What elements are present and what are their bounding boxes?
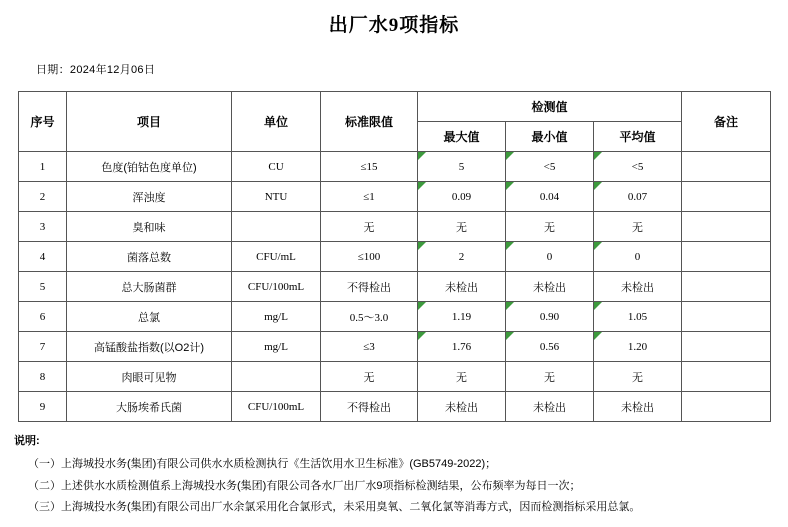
cell-unit: mg/L — [232, 332, 321, 362]
cell-item: 浑浊度 — [67, 182, 232, 212]
cell-remark — [682, 302, 771, 332]
header-avg: 平均值 — [594, 122, 682, 152]
report-date: 日期：2024年12月06日 — [36, 64, 156, 76]
cell-item: 臭和味 — [67, 212, 232, 242]
header-unit: 单位 — [232, 92, 321, 152]
cell-index: 4 — [19, 242, 67, 272]
cell-item: 总氯 — [67, 302, 232, 332]
cell-min: 未检出 — [506, 392, 594, 422]
cell-max: 无 — [418, 212, 506, 242]
cell-max: 2 — [418, 242, 506, 272]
note-line-1: （一）上海城投水务(集团)有限公司供水水质检测执行《生活饮用水卫生标准》(GB5749-2022)； — [28, 458, 497, 471]
cell-remark — [682, 182, 771, 212]
page-title: 出厂水9项指标 — [328, 15, 460, 36]
cell-item: 大肠埃希氏菌 — [67, 392, 232, 422]
table-row — [19, 242, 771, 272]
table-row — [19, 302, 771, 332]
cell-limit: 无 — [321, 212, 418, 242]
cell-item: 色度(铂钴色度单位) — [67, 152, 232, 182]
cell-item: 总大肠菌群 — [67, 272, 232, 302]
cell-avg: 1.05 — [594, 302, 682, 332]
cell-unit — [232, 212, 321, 242]
table-row — [19, 392, 771, 422]
cell-limit: 无 — [321, 362, 418, 392]
cell-avg: 1.20 — [594, 332, 682, 362]
cell-remark — [682, 152, 771, 182]
cell-max: 未检出 — [418, 272, 506, 302]
header-measured: 检测值 — [418, 92, 682, 122]
cell-unit — [232, 362, 321, 392]
cell-limit: ≤15 — [321, 152, 418, 182]
cell-index: 2 — [19, 182, 67, 212]
cell-min: <5 — [506, 152, 594, 182]
cell-item: 肉眼可见物 — [67, 362, 232, 392]
cell-index: 8 — [19, 362, 67, 392]
cell-avg: 未检出 — [594, 392, 682, 422]
cell-item: 菌落总数 — [67, 242, 232, 272]
cell-remark — [682, 392, 771, 422]
header-remark: 备注 — [682, 92, 771, 152]
cell-index: 3 — [19, 212, 67, 242]
cell-avg: 0 — [594, 242, 682, 272]
cell-limit: ≤3 — [321, 332, 418, 362]
notes-heading: 说明: — [14, 435, 40, 447]
cell-unit: CFU/mL — [232, 242, 321, 272]
table-row — [19, 182, 771, 212]
notes-section — [14, 431, 640, 519]
cell-unit: CFU/100mL — [232, 272, 321, 302]
cell-min: 未检出 — [506, 272, 594, 302]
cell-remark — [682, 212, 771, 242]
cell-max: 1.76 — [418, 332, 506, 362]
cell-avg: 0.07 — [594, 182, 682, 212]
cell-min: 0.04 — [506, 182, 594, 212]
cell-limit: 0.5～3.0 — [321, 302, 418, 332]
cell-remark — [682, 242, 771, 272]
cell-avg: 未检出 — [594, 272, 682, 302]
cell-max: 1.19 — [418, 302, 506, 332]
cell-limit: 不得检出 — [321, 392, 418, 422]
cell-unit: NTU — [232, 182, 321, 212]
cell-remark — [682, 362, 771, 392]
cell-min: 0.90 — [506, 302, 594, 332]
cell-remark — [682, 272, 771, 302]
note-line-3: （三）上海城投水务(集团)有限公司出厂水余氯采用化合氯形式，未采用臭氧、二氧化氯等消毒方式，因而检测指标采用总氯。 — [28, 501, 641, 514]
cell-min: 无 — [506, 212, 594, 242]
cell-index: 5 — [19, 272, 67, 302]
cell-min: 0.56 — [506, 332, 594, 362]
cell-unit: CU — [232, 152, 321, 182]
cell-index: 9 — [19, 392, 67, 422]
header-max: 最大值 — [418, 122, 506, 152]
cell-max: 0.09 — [418, 182, 506, 212]
cell-unit: mg/L — [232, 302, 321, 332]
cell-avg: 无 — [594, 212, 682, 242]
table-row — [19, 152, 771, 182]
cell-avg: 无 — [594, 362, 682, 392]
cell-limit: 不得检出 — [321, 272, 418, 302]
cell-limit: ≤1 — [321, 182, 418, 212]
note-line-2: （二）上述供水水质检测值系上海城投水务(集团)有限公司各水厂出厂水9项指标检测结果，公布频率为每日一次； — [28, 479, 581, 492]
cell-unit: CFU/100mL — [232, 392, 321, 422]
cell-index: 1 — [19, 152, 67, 182]
cell-index: 6 — [19, 302, 67, 332]
table-row — [19, 212, 771, 242]
header-min: 最小值 — [506, 122, 594, 152]
table-row — [19, 362, 771, 392]
cell-max: 5 — [418, 152, 506, 182]
cell-max: 无 — [418, 362, 506, 392]
cell-limit: ≤100 — [321, 242, 418, 272]
header-index: 序号 — [19, 92, 67, 152]
cell-remark — [682, 332, 771, 362]
table-body — [19, 152, 771, 422]
header-item: 项目 — [67, 92, 232, 152]
cell-index: 7 — [19, 332, 67, 362]
cell-min: 0 — [506, 242, 594, 272]
table-row — [19, 272, 771, 302]
water-quality-table — [18, 91, 771, 422]
cell-item: 高锰酸盐指数(以O2计) — [67, 332, 232, 362]
cell-min: 无 — [506, 362, 594, 392]
cell-max: 未检出 — [418, 392, 506, 422]
cell-avg: <5 — [594, 152, 682, 182]
header-limit: 标准限值 — [321, 92, 418, 152]
table-row — [19, 332, 771, 362]
